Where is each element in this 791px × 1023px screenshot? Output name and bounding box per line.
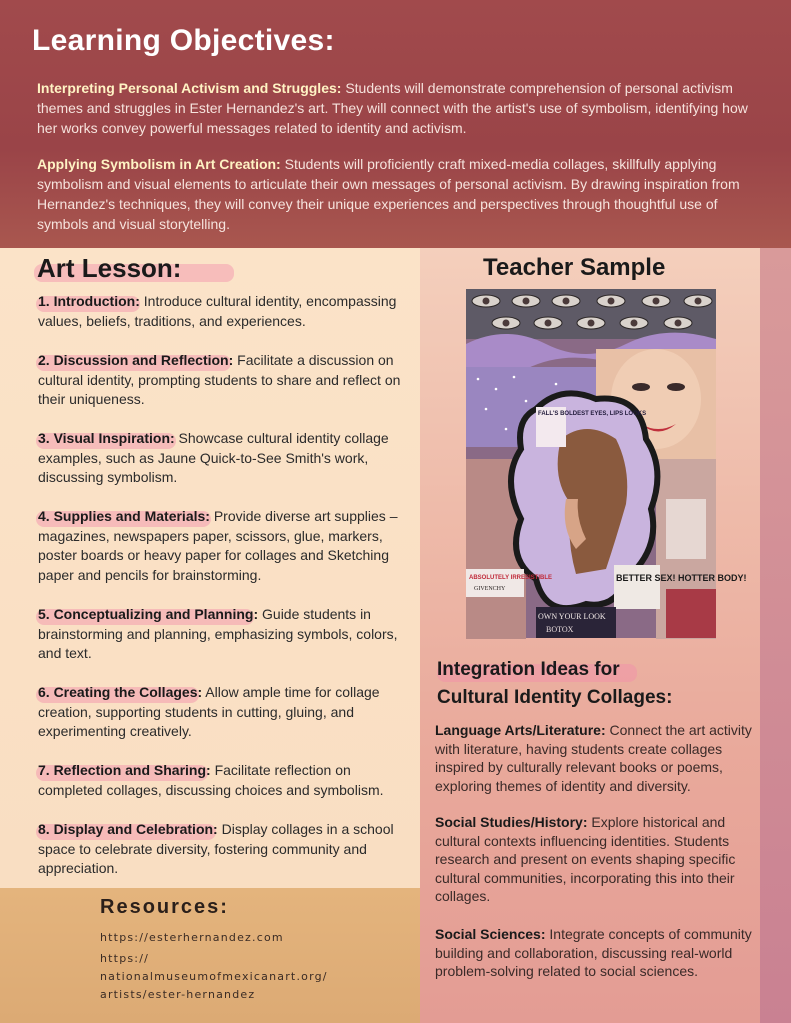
collage-text-fall: FALL'S BOLDEST EYES, LIPS LOOKS	[538, 411, 647, 417]
lesson-step-1: 1. Introduction: Introduce cultural identity, encompassing values, beliefs, traditions, and experiences.	[38, 293, 397, 329]
learning-objectives-title: Learning Objectives:	[32, 24, 335, 57]
integration-title: Integration Ideas for Cultural Identity Collages:	[437, 659, 673, 708]
objective-2: Applying Symbolism in Art Creation: Students will proficiently craft mixed-media collages, skillfully applying symbolism and visual elements to articulate their own messages of personal activism. By drawing inspiration from Hernandez's techniques, they will convey their unique experiences and perspectives through thoughtful use of symbols and visual storytelling.	[37, 156, 740, 232]
lesson-step-2: 2. Discussion and Reflection: Facilitate a discussion on cultural identity, prompting students to share and reflect on their uniqueness.	[38, 352, 401, 407]
resource-link-1[interactable]: https://esterhernandez.com	[100, 931, 284, 944]
learning-objectives-band	[0, 0, 791, 248]
integration-idea-3: Social Sciences: Integrate concepts of community building and collaboration, discussing real-world problem-solving related to social sciences.	[435, 926, 752, 979]
decorative-edge	[760, 248, 791, 1023]
collage-text-better: BETTER SEX! HOTTER BODY!	[616, 573, 747, 583]
collage-image	[466, 289, 747, 638]
art-lesson-title: Art Lesson:	[37, 253, 182, 283]
resource-link-2[interactable]: https:// nationalmuseumofmexicanart.org/ artists/ester-hernandez	[100, 952, 328, 1001]
integration-idea-1: Language Arts/Literature: Connect the art activity with literature, having students create collages inspired by culturally relevant books or poems, exploring themes of identity and diversity.	[435, 722, 752, 794]
integration-idea-2: Social Studies/History: Explore historical and cultural contexts influencing identities. Students research and present on events shaping specific cultural communities, incorporating this into their collages.	[435, 814, 736, 904]
teacher-sample-title: Teacher Sample	[483, 254, 666, 281]
lesson-step-8: 8. Display and Celebration: Display collages in a school space to celebrate diversity, fostering community and appreciation.	[38, 821, 394, 876]
collage-text-botox: BOTOX	[546, 625, 574, 634]
lesson-step-5: 5. Conceptualizing and Planning: Guide students in brainstorming and planning, emphasizing symbols, colors, and text.	[38, 606, 398, 661]
resources-title: Resources:	[100, 896, 229, 918]
teacher-sample-collage	[466, 289, 747, 638]
collage-text-givenchy: GIVENCHY	[474, 586, 506, 592]
objective-1: Interpreting Personal Activism and Struggles: Students will demonstrate comprehension of personal activism themes and struggles in Ester Hernandez's art. They will connect with the artist's use of symbolism, identifying how her works convey powerful messages related to identity and activism.	[37, 80, 748, 136]
lesson-step-4: 4. Supplies and Materials: Provide diverse art supplies – magazines, newspapers paper, scissors, glue, markers, poster boards or heavy paper for collages and Sketching paper and pencils for brainstorming.	[38, 508, 398, 583]
lesson-step-7: 7. Reflection and Sharing: Facilitate reflection on completed collages, discussing choices and symbolism.	[38, 762, 384, 798]
lesson-step-6: 6. Creating the Collages: Allow ample time for collage creation, supporting students in cutting, gluing, and experimenting creatively.	[38, 684, 380, 739]
collage-text-own: OWN YOUR LOOK	[538, 612, 606, 621]
lesson-step-3: 3. Visual Inspiration: Showcase cultural identity collage examples, such as Jaune Quick-to-See Smith's work, discussing symbolism.	[38, 430, 389, 485]
collage-text-absolute: ABSOLUTELY IRRESISTIBLE	[469, 575, 553, 581]
